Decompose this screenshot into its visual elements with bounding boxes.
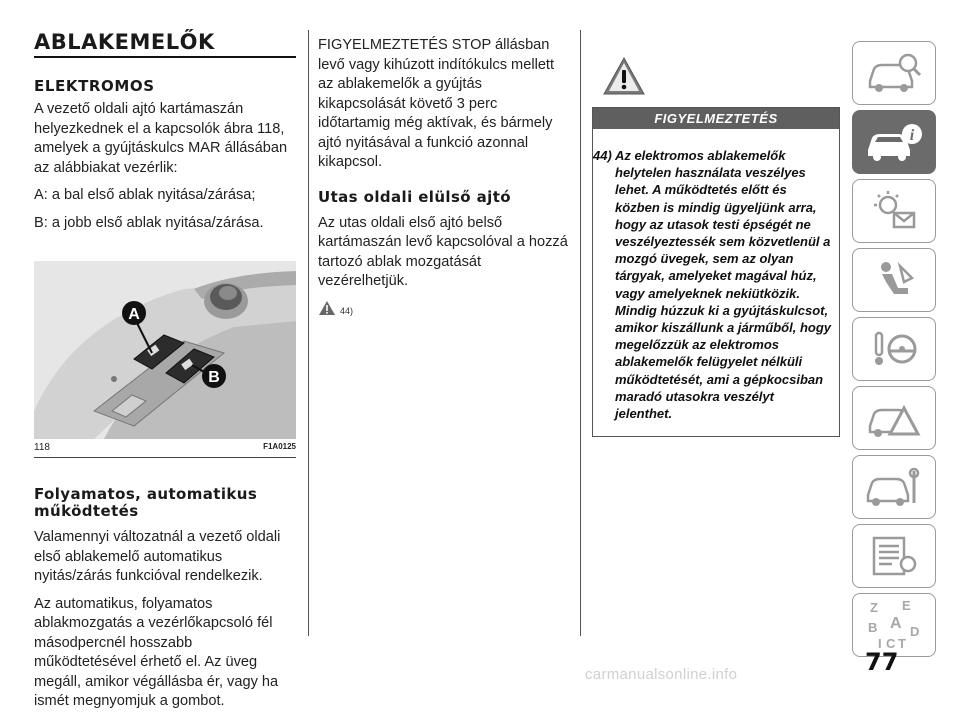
large-warning-triangle-icon [602,56,646,96]
section-title-automatic: Folyamatos, automatikus működtetés [34,485,258,520]
svg-text:B: B [868,620,878,635]
svg-text:B: B [208,369,220,386]
warning-title: FIGYELMEZTETÉS [593,108,839,129]
warning-reference-number: 44) [340,305,354,316]
automatic-detail-paragraph: Az automatikus, folyamatos ablakmozgatás a vezérlőkapcsoló fél másodpercnél hosszabb működtetésével érhető el. Az üveg megáll, amikor végállásba ér, vagy ha ismét megnyomjuk a gombot. [34,595,279,709]
svg-text:T: T [898,636,906,651]
tab-safety[interactable] [852,248,936,312]
svg-text:E: E [902,598,911,613]
warning-number: 44) [593,148,612,163]
watermark: carmanualsonline.info [585,666,738,683]
figure-caption [34,442,296,458]
svg-text:I: I [878,636,882,651]
column-divider-2 [580,30,581,636]
index-letters-icon [864,598,924,652]
page-number: 77 [865,648,899,676]
switch-b-description: B: a jobb első ablak nyitása/zárása. [34,214,264,231]
tab-car-info[interactable] [852,110,936,174]
tab-maintenance[interactable] [852,455,936,519]
svg-text:Z: Z [870,600,878,615]
car-info-icon [864,120,924,164]
figure-number: 118 [34,442,50,453]
svg-text:A: A [128,306,140,323]
emergency-triangle-icon [864,396,924,440]
svg-text:D: D [910,624,920,639]
car-search-icon [864,51,924,95]
tab-starting-driving[interactable] [852,317,936,381]
figure-code: F1A0125 [263,442,296,451]
figure-118-image [34,261,296,439]
automatic-intro-paragraph: Valamennyi változatnál a vezető oldali első ablakemelő automatikus nyitás/zárás funkcióval rendelkezik. [34,529,281,584]
svg-text:i: i [909,127,915,144]
tab-technical-data[interactable] [852,524,936,588]
column-3 [592,56,840,437]
page-heading: ABLAKEMELŐK [34,30,215,54]
section-title-passenger-door: Utas oldali elülső ajtó [318,187,511,206]
maintenance-car-icon [864,465,924,509]
warning-triangle-icon [318,300,336,316]
warning-box [592,107,840,437]
subheading-electric: ELEKTROMOS [34,77,155,95]
label-a-marker [122,301,146,325]
tab-emergency[interactable] [852,386,936,450]
stop-warning-paragraph: FIGYELMEZTETÉS STOP állásban levő vagy kihúzott indítókulcs mellett az ablakemelők a gyújtás kikapcsolását követő 3 perc időtartamig még aktívak, és bármely ajtó nyitásával a funkció azonnal kikapcsol. [318,37,555,170]
chapter-tabs [852,41,936,662]
door-armrest-switches-illustration [34,261,296,439]
tab-car-overview[interactable] [852,41,936,105]
heading-rule [34,56,296,58]
column-1 [34,30,296,712]
svg-text:A: A [890,615,902,632]
svg-text:C: C [886,636,896,651]
tab-warning-lights[interactable] [852,179,936,243]
airbag-seat-icon [864,258,924,302]
warning-text [593,129,839,436]
intro-paragraph: A vezető oldali ajtó kartámaszán helyezkednek el a kapcsolók ábra 118, amelyek a gyújtáskulcs MAR állásában az alábbiakat vezérlik: [34,101,288,176]
column-divider-1 [308,30,309,636]
warning-lights-icon [864,189,924,233]
technical-data-icon [864,534,924,578]
warning-reference[interactable] [318,300,572,316]
starting-driving-icon [864,327,924,371]
label-b-marker [202,364,226,388]
warning-body: Az elektromos ablakemelők helytelen használata veszélyes lehet. A működtetés előtt és közben is mindig ügyeljünk arra, hogy az utasok testi épségét ne veszélyeztessék sem közvetlenül a mozgó üvegek, sem az olyan tárgyak, amelyeket magával húz, vagy amelyeknek nekiütközik. Mindig húzzuk ki a gyújtáskulcsot, amikor kiszállunk a járműből, hogy megelőzzük az elektromos ablakemelők felügyelet nélküli működtetését, ami a gépkocsiban maradó utasokra veszélyt jelenthet. [614,148,832,422]
passenger-door-paragraph: Az utas oldali első ajtó belső kartámaszán levő kapcsolóval a hozzá tartozó ablak mozgatását vezérelhetjük. [318,214,568,289]
switch-a-description: A: a bal első ablak nyitása/zárása; [34,187,256,203]
column-2 [318,36,572,316]
